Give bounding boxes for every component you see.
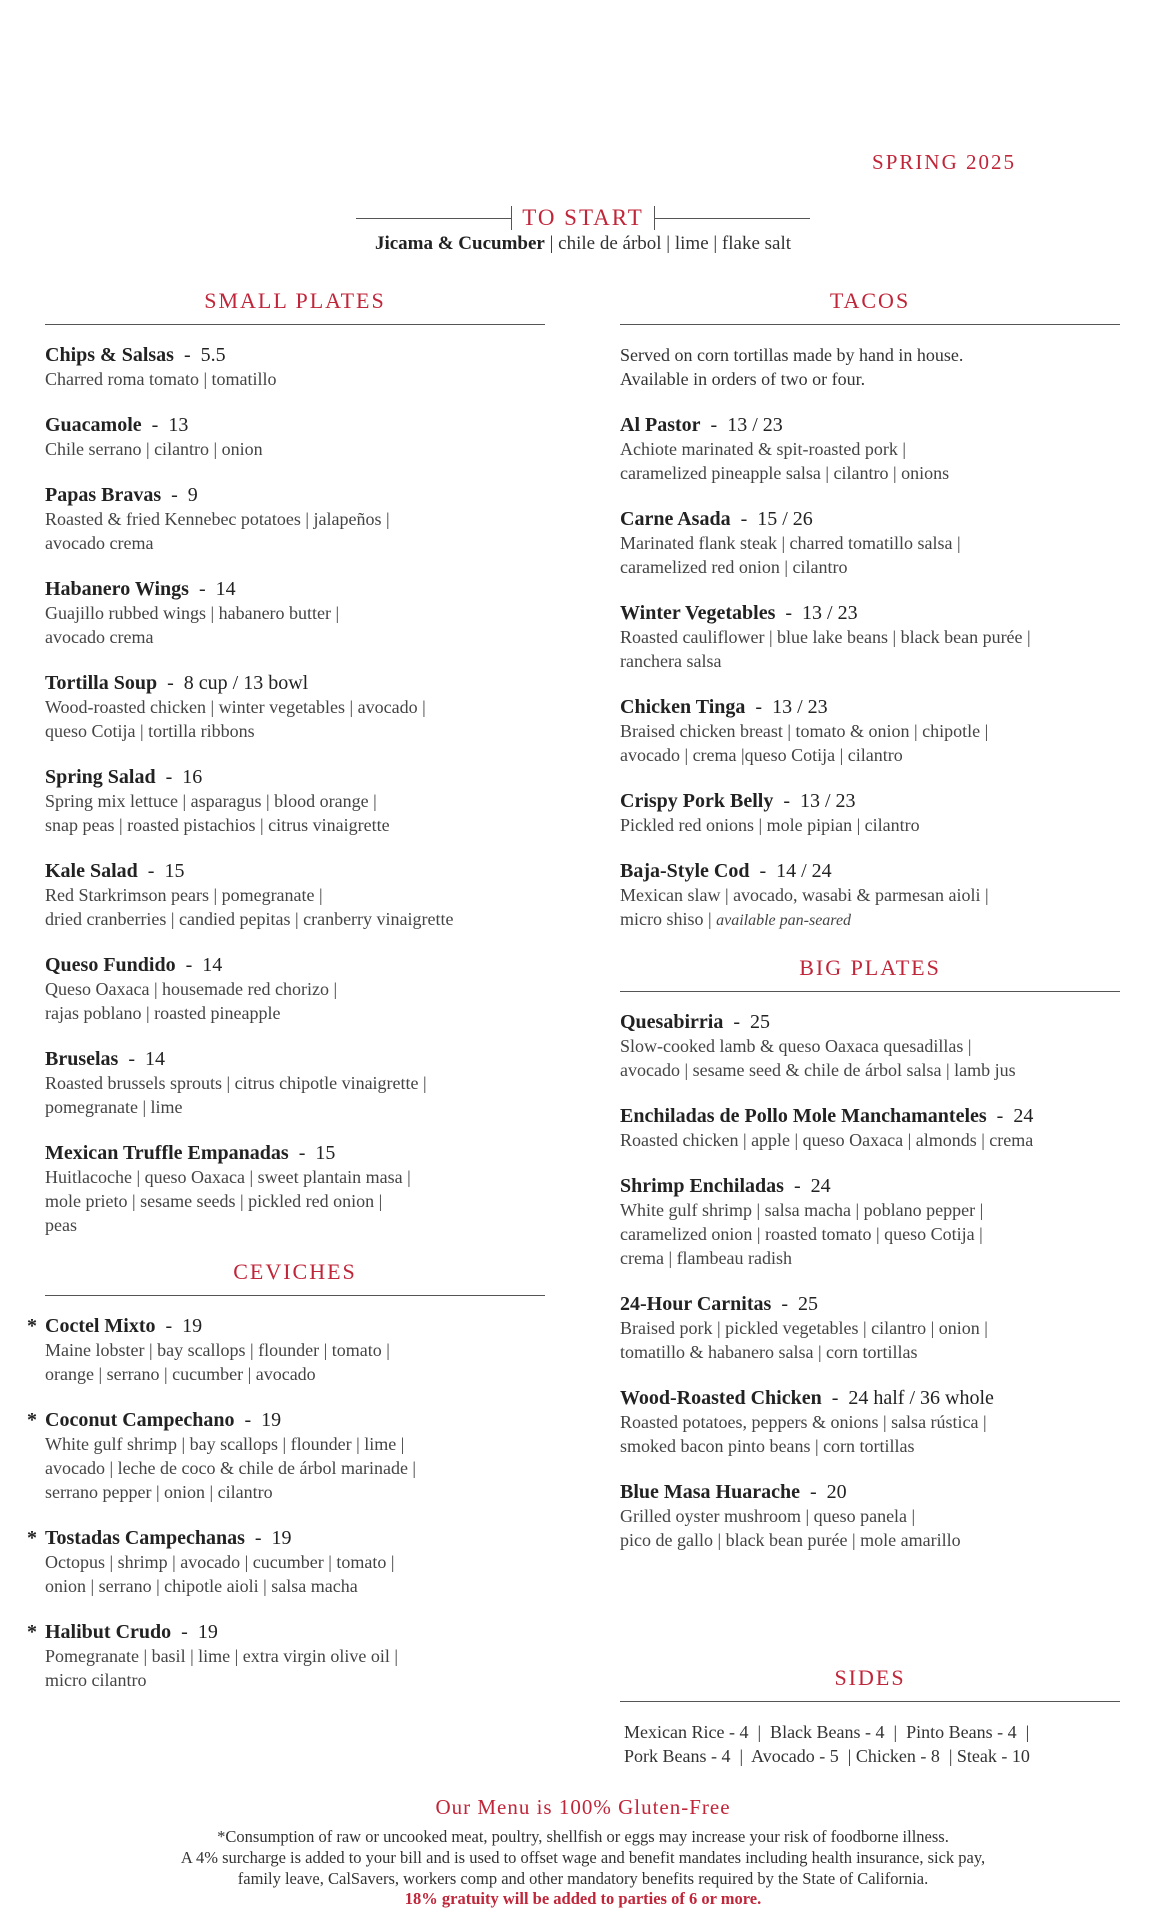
item-desc: White gulf shrimp | salsa macha | poblano pepper | <box>620 1200 984 1220</box>
item-name-row <box>27 1620 545 1644</box>
item-name-row <box>620 1386 1120 1410</box>
item-desc: crema | flambeau radish <box>620 1248 793 1268</box>
item-desc: peas <box>45 1215 77 1235</box>
fine-print-line: family leave, CalSavers, workers comp and other mandatory benefits required by the State of California. <box>237 1869 929 1888</box>
menu-item <box>620 1174 1120 1270</box>
menu-item <box>620 695 1120 767</box>
menu-item <box>620 1386 1120 1458</box>
item-desc: avocado crema <box>45 533 154 553</box>
menu-item <box>45 859 545 931</box>
fine-print-line: *Consumption of raw or uncooked meat, poultry, shellfish or eggs may increase your risk of foodborne illness. <box>217 1827 949 1846</box>
item-desc: Roasted brussels sprouts | citrus chipotle vinaigrette | <box>45 1073 427 1093</box>
item-price: - 15 <box>288 1142 336 1164</box>
item-desc: White gulf shrimp | bay scallops | flounder | lime | <box>45 1434 405 1454</box>
item-desc: Grilled oyster mushroom | queso panela | <box>620 1506 916 1526</box>
tacos-title: TACOS <box>620 288 1120 325</box>
item-desc: dried cranberries | candied pepitas | cranberry vinaigrette <box>45 909 454 929</box>
item-desc: ranchera salsa <box>620 651 722 671</box>
item-name-row <box>45 765 545 789</box>
item-price: - 9 <box>161 484 198 506</box>
item-desc: Octopus | shrimp | avocado | cucumber | tomato | <box>45 1552 395 1572</box>
item-price: - 20 <box>800 1481 847 1503</box>
sides-list <box>620 1720 1120 1768</box>
item-desc: avocado | crema |queso Cotija | cilantro <box>620 745 903 765</box>
item-name: Spring Salad <box>45 766 156 788</box>
menu-item <box>27 1408 545 1504</box>
tacos-intro-line: Served on corn tortillas made by hand in house. <box>620 345 964 365</box>
item-name-row <box>27 1314 545 1338</box>
item-price: - 25 <box>723 1011 771 1033</box>
menu-item <box>45 1141 545 1237</box>
small-plates-list <box>45 343 545 1237</box>
item-price: - 13 / 23 <box>745 696 828 718</box>
item-price: - 5.5 <box>173 344 226 366</box>
item-desc: micro cilantro <box>45 1670 147 1690</box>
item-desc: avocado | leche de coco & chile de árbol marinade | <box>45 1458 417 1478</box>
to-start-title: TO START <box>522 205 644 230</box>
footer <box>0 1795 1166 1909</box>
item-name-row <box>620 1010 1120 1034</box>
item-desc: onion | serrano | chipotle aioli | salsa macha <box>45 1576 358 1596</box>
raw-item-asterisk: * <box>27 1527 37 1549</box>
item-name-row <box>620 507 1120 531</box>
item-name-row <box>45 413 545 437</box>
item-price: - 14 / 24 <box>749 860 832 882</box>
tacos-intro-line: Available in orders of two or four. <box>620 369 866 389</box>
to-start-section <box>0 205 1166 255</box>
item-desc: Achiote marinated & spit-roasted pork | <box>620 439 907 459</box>
item-price: - 25 <box>771 1293 818 1315</box>
item-name-row <box>620 601 1120 625</box>
item-desc: rajas poblano | roasted pineapple <box>45 1003 281 1023</box>
tacos-intro <box>620 343 1120 391</box>
item-desc: Queso Oaxaca | housemade red chorizo | <box>45 979 338 999</box>
menu-item <box>620 859 1120 933</box>
item-price: - 13 / 23 <box>775 602 858 624</box>
menu-item <box>45 765 545 837</box>
left-column <box>27 288 545 1714</box>
item-name: Quesabirria <box>620 1011 724 1033</box>
sides-line: Mexican Rice - 4 | Black Beans - 4 | Pinto Beans - 4 | <box>624 1722 1030 1742</box>
divider <box>356 218 511 219</box>
item-desc: Braised chicken breast | tomato & onion | chipotle | <box>620 721 989 741</box>
to-start-header <box>0 205 1166 231</box>
item-name: Winter Vegetables <box>620 602 776 624</box>
menu-item <box>45 483 545 555</box>
item-price: - 24 <box>986 1105 1034 1127</box>
big-plates-title: BIG PLATES <box>620 955 1120 992</box>
menu-item <box>620 601 1120 673</box>
item-desc: Chile serrano | cilantro | onion <box>45 439 263 459</box>
gratuity-note: 18% gratuity will be added to parties of 6 or more. <box>404 1889 762 1908</box>
item-price: - 15 <box>137 860 185 882</box>
item-price: - 16 <box>155 766 203 788</box>
item-price: - 19 <box>234 1409 282 1431</box>
item-desc: orange | serrano | cucumber | avocado <box>45 1364 316 1384</box>
raw-item-asterisk: * <box>27 1409 37 1431</box>
menu-item <box>45 1047 545 1119</box>
item-desc: caramelized pineapple salsa | cilantro | onions <box>620 463 950 483</box>
item-desc: pomegranate | lime <box>45 1097 183 1117</box>
item-desc: Spring mix lettuce | asparagus | blood orange | <box>45 791 377 811</box>
item-desc: avocado crema <box>45 627 154 647</box>
item-desc: Wood-roasted chicken | winter vegetables | avocado | <box>45 697 426 717</box>
item-price: - 19 <box>244 1527 292 1549</box>
item-name-row <box>45 953 545 977</box>
small-plates-title: SMALL PLATES <box>45 288 545 325</box>
item-name-row <box>620 413 1120 437</box>
item-desc: Roasted cauliflower | blue lake beans | black bean purée | <box>620 627 1031 647</box>
item-price: - 13 <box>141 414 189 436</box>
item-desc: Roasted & fried Kennebec potatoes | jalapeños | <box>45 509 390 529</box>
item-name-row <box>45 1047 545 1071</box>
item-desc: caramelized red onion | cilantro <box>620 557 848 577</box>
menu-item <box>620 1480 1120 1552</box>
item-name: Shrimp Enchiladas <box>620 1175 784 1197</box>
item-name: Coctel Mixto <box>45 1315 156 1337</box>
item-desc: Marinated flank steak | charred tomatillo salsa | <box>620 533 961 553</box>
item-name-row <box>45 671 545 695</box>
tacos-list <box>620 413 1120 933</box>
item-name: Bruselas <box>45 1048 119 1070</box>
item-name: Enchiladas de Pollo Mole Manchamanteles <box>620 1105 987 1127</box>
item-desc: Pomegranate | basil | lime | extra virgin olive oil | <box>45 1646 399 1666</box>
item-name: Kale Salad <box>45 860 138 882</box>
item-name-row <box>620 859 1120 883</box>
item-name-row <box>45 577 545 601</box>
item-price: - 13 / 23 <box>773 790 856 812</box>
item-name-row <box>620 1174 1120 1198</box>
item-desc: snap peas | roasted pistachios | citrus vinaigrette <box>45 815 390 835</box>
item-name: Guacamole <box>45 414 142 436</box>
item-desc: smoked bacon pinto beans | corn tortillas <box>620 1436 915 1456</box>
gluten-free-note: Our Menu is 100% Gluten-Free <box>435 1795 731 1819</box>
item-desc: Roasted chicken | apple | queso Oaxaca | almonds | crema <box>620 1130 1034 1150</box>
right-column <box>620 288 1120 1574</box>
item-name: Blue Masa Huarache <box>620 1481 800 1503</box>
item-price: - 19 <box>155 1315 203 1337</box>
item-name-row <box>45 483 545 507</box>
menu-item <box>620 789 1120 837</box>
item-desc: pico de gallo | black bean purée | mole amarillo <box>620 1530 961 1550</box>
menu-item <box>27 1620 545 1692</box>
item-name: Queso Fundido <box>45 954 176 976</box>
fine-print-line: A 4% surcharge is added to your bill and is used to offset wage and benefit mandates including health insurance, sick pay, <box>180 1848 986 1867</box>
item-desc <box>620 907 1120 933</box>
ceviches-list <box>27 1314 545 1692</box>
menu-item <box>620 507 1120 579</box>
to-start-item <box>0 233 1166 255</box>
ceviches-title: CEVICHES <box>45 1259 545 1296</box>
item-price: - 13 / 23 <box>700 414 783 436</box>
item-name: Crispy Pork Belly <box>620 790 774 812</box>
item-price: - 15 / 26 <box>730 508 813 530</box>
item-name: Tortilla Soup <box>45 672 158 694</box>
fine-print <box>0 1826 1166 1889</box>
item-name: Coconut Campechano <box>45 1409 235 1431</box>
item-name-row <box>620 695 1120 719</box>
menu-item <box>620 413 1120 485</box>
item-price: - 8 cup / 13 bowl <box>157 672 309 694</box>
item-desc: Slow-cooked lamb & queso Oaxaca quesadillas | <box>620 1036 972 1056</box>
item-desc: Mexican slaw | avocado, wasabi & parmesan aioli | <box>620 885 989 905</box>
raw-item-asterisk: * <box>27 1621 37 1643</box>
item-name-row <box>45 1141 545 1165</box>
item-name: Halibut Crudo <box>45 1621 172 1643</box>
item-desc: Roasted potatoes, peppers & onions | salsa rústica | <box>620 1412 987 1432</box>
item-desc: tomatillo & habanero salsa | corn tortillas <box>620 1342 918 1362</box>
menu-item <box>45 343 545 391</box>
item-price: - 14 <box>188 578 236 600</box>
item-name: Tostadas Campechanas <box>45 1527 245 1549</box>
menu-item <box>45 577 545 649</box>
item-price: - 24 half / 36 whole <box>821 1387 994 1409</box>
season-label: SPRING 2025 <box>872 150 1016 174</box>
item-name: Chicken Tinga <box>620 696 746 718</box>
menu-item <box>45 413 545 461</box>
item-desc: Pickled red onions | mole pipian | cilantro <box>620 815 920 835</box>
item-desc: | chile de árbol | lime | flake salt <box>544 233 792 254</box>
item-desc: Maine lobster | bay scallops | flounder | tomato | <box>45 1340 390 1360</box>
item-desc: Huitlacoche | queso Oaxaca | sweet plantain masa | <box>45 1167 411 1187</box>
item-desc: queso Cotija | tortilla ribbons <box>45 721 255 741</box>
item-name: Habanero Wings <box>45 578 189 600</box>
item-price: - 19 <box>171 1621 218 1643</box>
item-price: - 24 <box>783 1175 831 1197</box>
menu-item <box>27 1314 545 1386</box>
menu-item <box>45 953 545 1025</box>
item-name-row <box>620 1292 1120 1316</box>
item-note: available pan-seared <box>716 912 852 929</box>
sides-line: Pork Beans - 4 | Avocado - 5 | Chicken - 8 | Steak - 10 <box>624 1746 1030 1766</box>
item-name-row <box>45 343 545 367</box>
item-desc: serrano pepper | onion | cilantro <box>45 1482 273 1502</box>
item-name-row <box>27 1526 545 1550</box>
item-price: - 14 <box>175 954 223 976</box>
item-desc: Guajillo rubbed wings | habanero butter | <box>45 603 340 623</box>
big-plates-list <box>620 1010 1120 1552</box>
raw-item-asterisk: * <box>27 1315 37 1337</box>
sides-title: SIDES <box>620 1665 1120 1702</box>
item-desc: Red Starkrimson pears | pomegranate | <box>45 885 323 905</box>
item-desc: Charred roma tomato | tomatillo <box>45 369 277 389</box>
item-name: Baja-Style Cod <box>620 860 750 882</box>
item-desc: caramelized onion | roasted tomato | queso Cotija | <box>620 1224 983 1244</box>
item-price: - 14 <box>118 1048 166 1070</box>
item-name-row <box>620 1480 1120 1504</box>
item-desc: Braised pork | pickled vegetables | cilantro | onion | <box>620 1318 988 1338</box>
menu-item <box>27 1526 545 1598</box>
item-name: 24-Hour Carnitas <box>620 1293 772 1315</box>
menu-item <box>620 1010 1120 1082</box>
item-name: Chips & Salsas <box>45 344 174 366</box>
item-name-row <box>45 859 545 883</box>
menu-item <box>45 671 545 743</box>
item-name-row <box>27 1408 545 1432</box>
item-name: Papas Bravas <box>45 484 162 506</box>
item-desc-text: micro shiso | <box>620 909 717 929</box>
menu-item <box>620 1292 1120 1364</box>
item-name: Al Pastor <box>620 414 701 436</box>
item-name-row <box>620 1104 1120 1128</box>
item-name: Jicama & Cucumber <box>374 233 545 254</box>
item-desc: mole prieto | sesame seeds | pickled red onion | <box>45 1191 383 1211</box>
item-name: Carne Asada <box>620 508 731 530</box>
item-name: Wood-Roasted Chicken <box>620 1387 822 1409</box>
sides-section <box>620 1665 1120 1768</box>
item-desc: avocado | sesame seed & chile de árbol salsa | lamb jus <box>620 1060 1016 1080</box>
divider <box>655 218 810 219</box>
menu-item <box>620 1104 1120 1152</box>
item-name: Mexican Truffle Empanadas <box>45 1142 289 1164</box>
item-name-row <box>620 789 1120 813</box>
